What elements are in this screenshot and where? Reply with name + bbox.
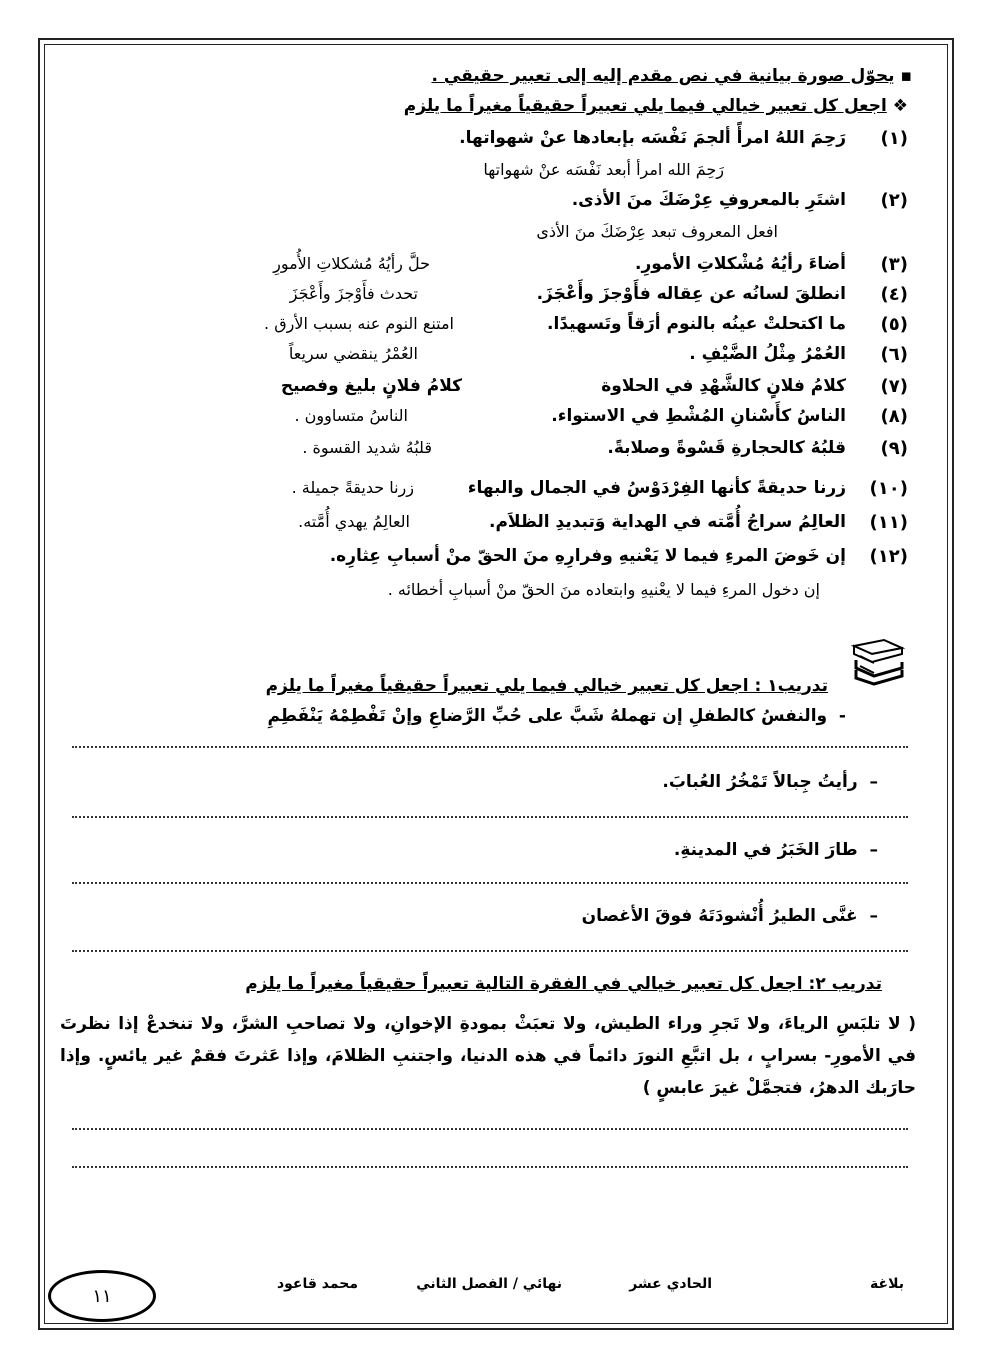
example-question: العُمْرُ مِثْلُ الضَّيْفِ . <box>689 344 846 364</box>
training1-title-text: تدريب١ : اجعل كل تعبير خيالي فيما يلي تعبيراً حقيقياً مغيراً ما يلزم <box>265 676 828 696</box>
dash-bullet: – <box>857 906 878 926</box>
example-answer: امتنع النوم عنه بسبب الأرق . <box>264 314 454 333</box>
example-question: أضاءَ رأيُهُ مُشْكلاتِ الأمورِ. <box>634 254 846 274</box>
square-bullet-icon: ▪ <box>900 66 912 86</box>
example-answer: العالِمُ يهدي أُمَّته. <box>298 512 410 531</box>
training1-item <box>662 772 878 792</box>
example-question: اشتَرِ بالمعروفِ عِرْضَكَ منَ الأذى. <box>571 190 846 210</box>
answer-line[interactable] <box>72 882 908 884</box>
example-question: قلبُهُ كالحجارةِ قَسْوةً وصلابةً. <box>607 438 846 458</box>
page-number-oval <box>48 1270 156 1322</box>
answer-line[interactable] <box>72 1128 908 1130</box>
page-number: ١١ <box>92 1285 112 1307</box>
example-number: (٣) <box>880 254 908 275</box>
example-question: انطلقَ لسانُه عن عِقاله فأَوْجزَ وأَعْجَزَ. <box>536 284 846 304</box>
answer-line[interactable] <box>72 816 908 818</box>
example-number: (١٢) <box>869 546 908 567</box>
example-question: إن خَوضَ المرءِ فيما لا يَعْنيهِ وفرارِهِ منَ الحقّ منْ أسبابِ عِثارِه. <box>329 546 846 566</box>
example-number: (٩) <box>880 438 908 459</box>
diamond-bullet-icon: ❖ <box>892 96 908 116</box>
objective-line <box>432 66 913 86</box>
books-icon <box>848 636 906 686</box>
dash-bullet: – <box>857 840 878 860</box>
example-number: (٨) <box>880 406 908 427</box>
footer-grade: الحادي عشر <box>629 1276 712 1292</box>
training2-title <box>245 974 882 994</box>
example-question: العالِمُ سراجُ أُمَّته في الهداية وَتبديدِ الظلاَم. <box>489 512 846 532</box>
dash-bullet: – <box>857 772 878 792</box>
example-number: (٤) <box>880 284 908 305</box>
example-answer: قلبُهُ شديد القسوة . <box>302 438 432 457</box>
example-number: (١٠) <box>869 478 908 499</box>
training1-title <box>266 676 828 696</box>
example-answer: زرنا حديقةً جميلة . <box>291 478 414 497</box>
footer-subject: بلاغة <box>870 1276 904 1292</box>
example-number: (١١) <box>869 512 908 533</box>
answer-line[interactable] <box>72 746 908 748</box>
example-answer: حلَّ رأيُهُ مُشكلاتِ الأُمورِ <box>273 254 430 273</box>
dash-bullet: - <box>827 706 846 726</box>
training2-title-text: تدريب ٢: اجعل كل تعبير خيالي في الفقرة التالية تعبيراً حقيقياً مغيراً ما يلزم <box>245 974 882 994</box>
example-answer: تحدث فأَوْجزَ وأَعْجَزَ <box>289 284 418 303</box>
example-number: (٥) <box>880 314 908 335</box>
training1-item <box>674 840 878 860</box>
example-answer: كلامُ فلانٍ بليغ وفصيح <box>280 376 462 396</box>
example-answer: افعل المعروف تبعد عِرْضَكَ منَ الأذى <box>536 222 778 241</box>
example-number: (٧) <box>880 376 908 397</box>
example-number: (١) <box>880 128 908 149</box>
footer-term: نهائي / الفصل الثاني <box>416 1276 562 1292</box>
training1-item-text: رأيتُ جِبالاً تَمْخُرُ العُبابَ. <box>662 772 858 792</box>
training1-item-text: والنفسُ كالطفلِ إن تهملهُ شَبَّ على حُبِّ الرَّضاعِ وإنْ تَفْطِمْهُ يَنْفَطِمِ <box>267 706 828 726</box>
training1-item <box>582 906 878 926</box>
answer-line[interactable] <box>72 1166 908 1168</box>
training1-item-text: طارَ الخَبَرُ في المدينةِ. <box>673 840 858 860</box>
footer-author: محمد قاعود <box>276 1276 358 1292</box>
example-answer: الناسُ متساوون . <box>294 406 408 425</box>
training1-item-text: غنَّى الطيرُ أُنْشودَتَهُ فوقَ الأغصان <box>581 906 858 926</box>
instruction-line <box>404 96 908 116</box>
example-number: (٦) <box>880 344 908 365</box>
example-answer: إن دخول المرءِ فيما لا يعْنيهِ وابتعاده منَ الحقّ منْ أسبابِ أخطائه . <box>387 580 820 599</box>
example-answer: العُمْرُ ينقضي سريعاً <box>288 344 418 363</box>
example-question: رَحِمَ اللهُ امرأً ألجمَ نَفْسَه بإبعادها عنْ شهواتها. <box>459 128 846 148</box>
objective-text: يحوّل صورة بيانية في نص مقدم إليه إلى تعبير حقيقي . <box>431 66 895 86</box>
example-question: كلامُ فلانٍ كالشَّهْدِ في الحلاوة <box>601 376 846 396</box>
training1-item <box>268 706 846 726</box>
example-number: (٢) <box>880 190 908 211</box>
example-question: الناسُ كأَسْنانِ المُشْطِ في الاستواء. <box>551 406 846 426</box>
example-question: ما اكتحلتْ عينُه بالنوم أرَقاً وتَسهيدًا. <box>547 314 846 334</box>
answer-line[interactable] <box>72 950 908 952</box>
example-answer: رَحِمَ الله امرأ أبعد نَفْسَه عنْ شهواتها <box>483 160 724 179</box>
example-question: زرنا حديقةً كأنها الفِرْدَوْسُ في الجمال والبهاء <box>467 478 846 498</box>
training2-paragraph: ( لا تلبَسِ الرياءَ، ولا تَجرِ وراء الطيش، ولا تعبَثْ بمودةِ الإخوانِ، ولا تصاحبِ الشرَّ، ولا تنخدعْ إذا نظرتَ في الأمورِ- بسرابٍ ، بل اتبَّعِ النورَ دائماً في هذه الدنيا، واجتنبِ الظلامَ، وإذا عَثرتَ فقمْ غير يائسٍ. وإذا حارَبك الدهرُ، فتجمَّلْ غيرَ عابسٍ ) <box>60 1014 916 1098</box>
instruction-text: اجعل كل تعبير خيالي فيما يلي تعبيراً حقيقياً مغيراً ما يلزم <box>403 96 887 116</box>
